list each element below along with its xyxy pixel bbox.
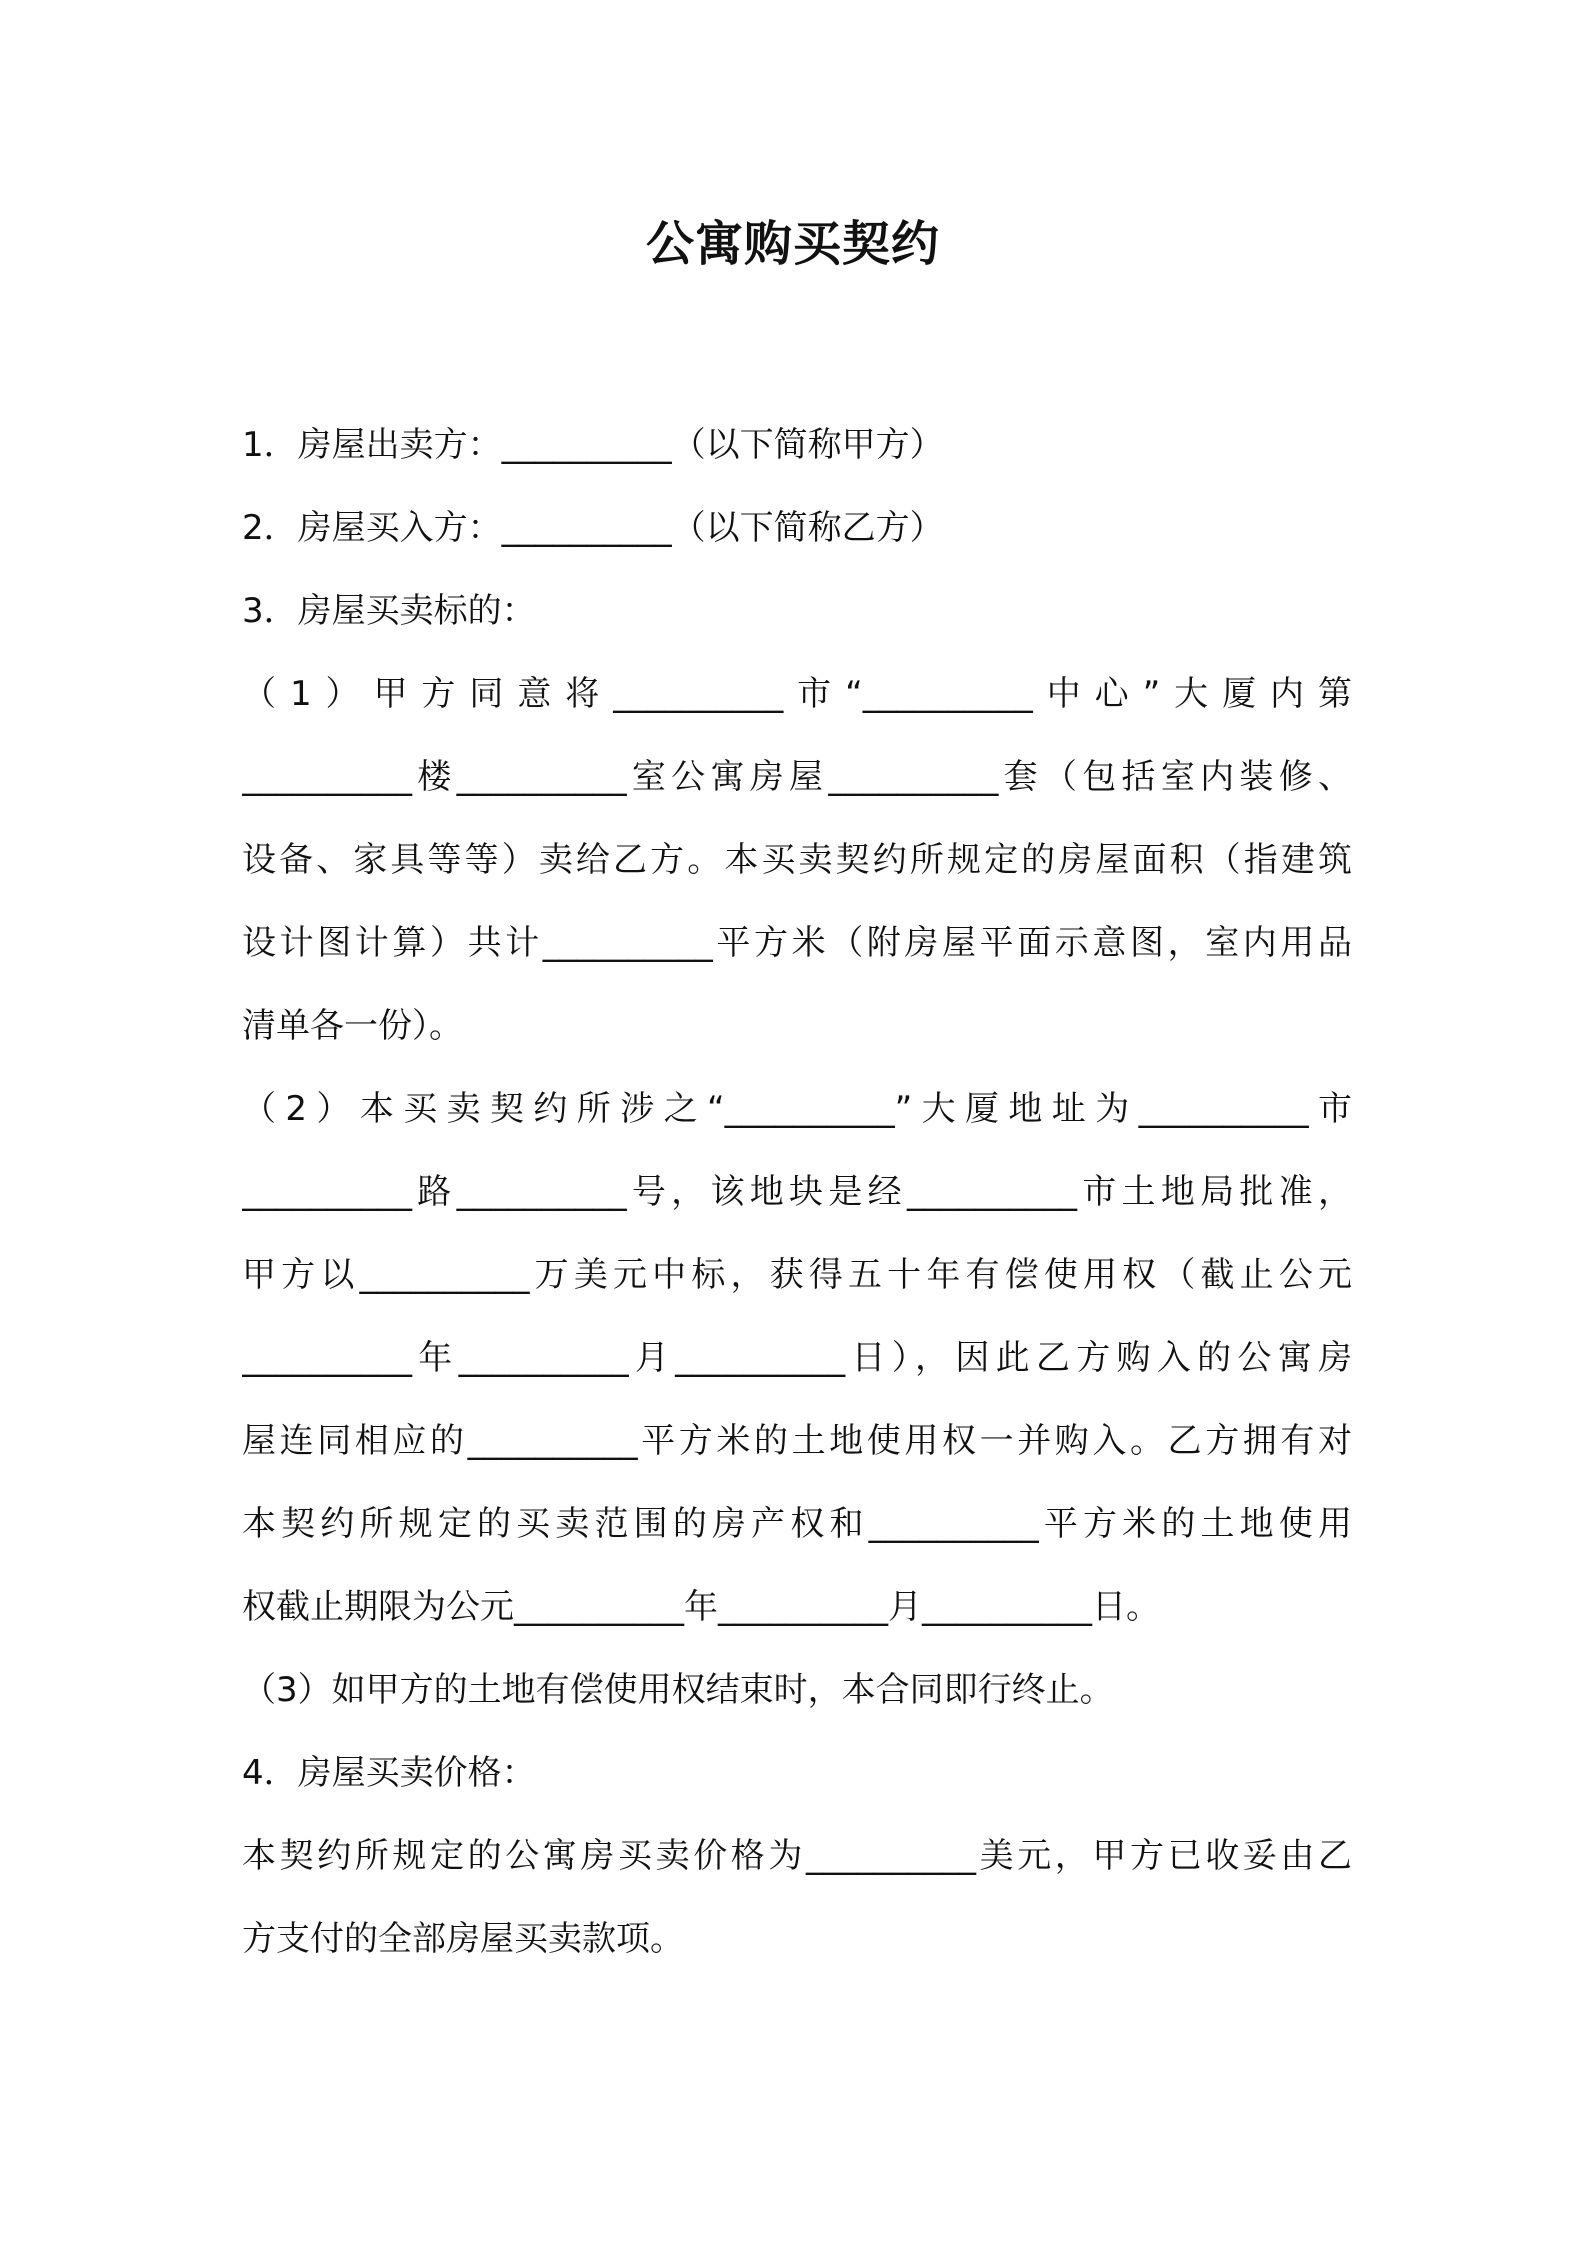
clause-3-1-line-1: （1）甲方同意将__________市“__________中心”大厦内第: [242, 674, 1352, 714]
clause-3-2-line-3: 甲方以__________万美元中标，获得五十年有偿使用权（截止公元: [242, 1255, 1352, 1295]
clause-3-heading: 3．房屋买卖标的：: [242, 591, 536, 631]
clause-3-2-line-2: __________路__________号，该地块是经__________市土地局批准，: [242, 1172, 1352, 1212]
clause-3-3: （3）如甲方的土地有偿使用权结束时，本合同即行终止。: [242, 1670, 1114, 1710]
clause-3-2-line-1: （2）本买卖契约所涉之“__________”大厦地址为__________市: [242, 1089, 1352, 1129]
clause-3-2-line-7: 权截止期限为公元__________年__________月__________日。: [242, 1587, 1160, 1627]
clause-4-heading: 4．房屋买卖价格：: [242, 1753, 536, 1793]
clause-4-line-2: 方支付的全部房屋买卖款项。: [242, 1919, 684, 1959]
clause-3-1-line-5: 清单各一份）。: [242, 1006, 463, 1046]
clause-3-1-line-2: __________楼__________室公寓房屋__________套（包括室内装修、: [242, 757, 1352, 797]
document-title: 公寓购买契约: [645, 216, 940, 272]
clause-3-1-line-4: 设计图计算）共计__________平方米（附房屋平面示意图，室内用品: [242, 923, 1352, 963]
clause-3-2-line-4: __________年__________月__________日），因此乙方购入的公寓房: [242, 1338, 1352, 1378]
clause-3-2-line-6: 本契约所规定的买卖范围的房产权和__________平方米的土地使用: [242, 1504, 1352, 1544]
clause-3-1-line-3: 设备、家具等等）卖给乙方。本买卖契约所规定的房屋面积（指建筑: [242, 840, 1352, 880]
document-body: [242, 404, 1352, 1981]
clause-3-2-line-5: 屋连同相应的__________平方米的土地使用权一并购入。乙方拥有对: [242, 1421, 1352, 1461]
clause-4-line-1: 本契约所规定的公寓房买卖价格为__________美元，甲方已收妥由乙: [242, 1836, 1352, 1876]
clause-1-seller: 1．房屋出卖方：__________（以下简称甲方）: [242, 425, 944, 465]
clause-2-buyer: 2．房屋买入方：__________（以下简称乙方）: [242, 508, 944, 548]
